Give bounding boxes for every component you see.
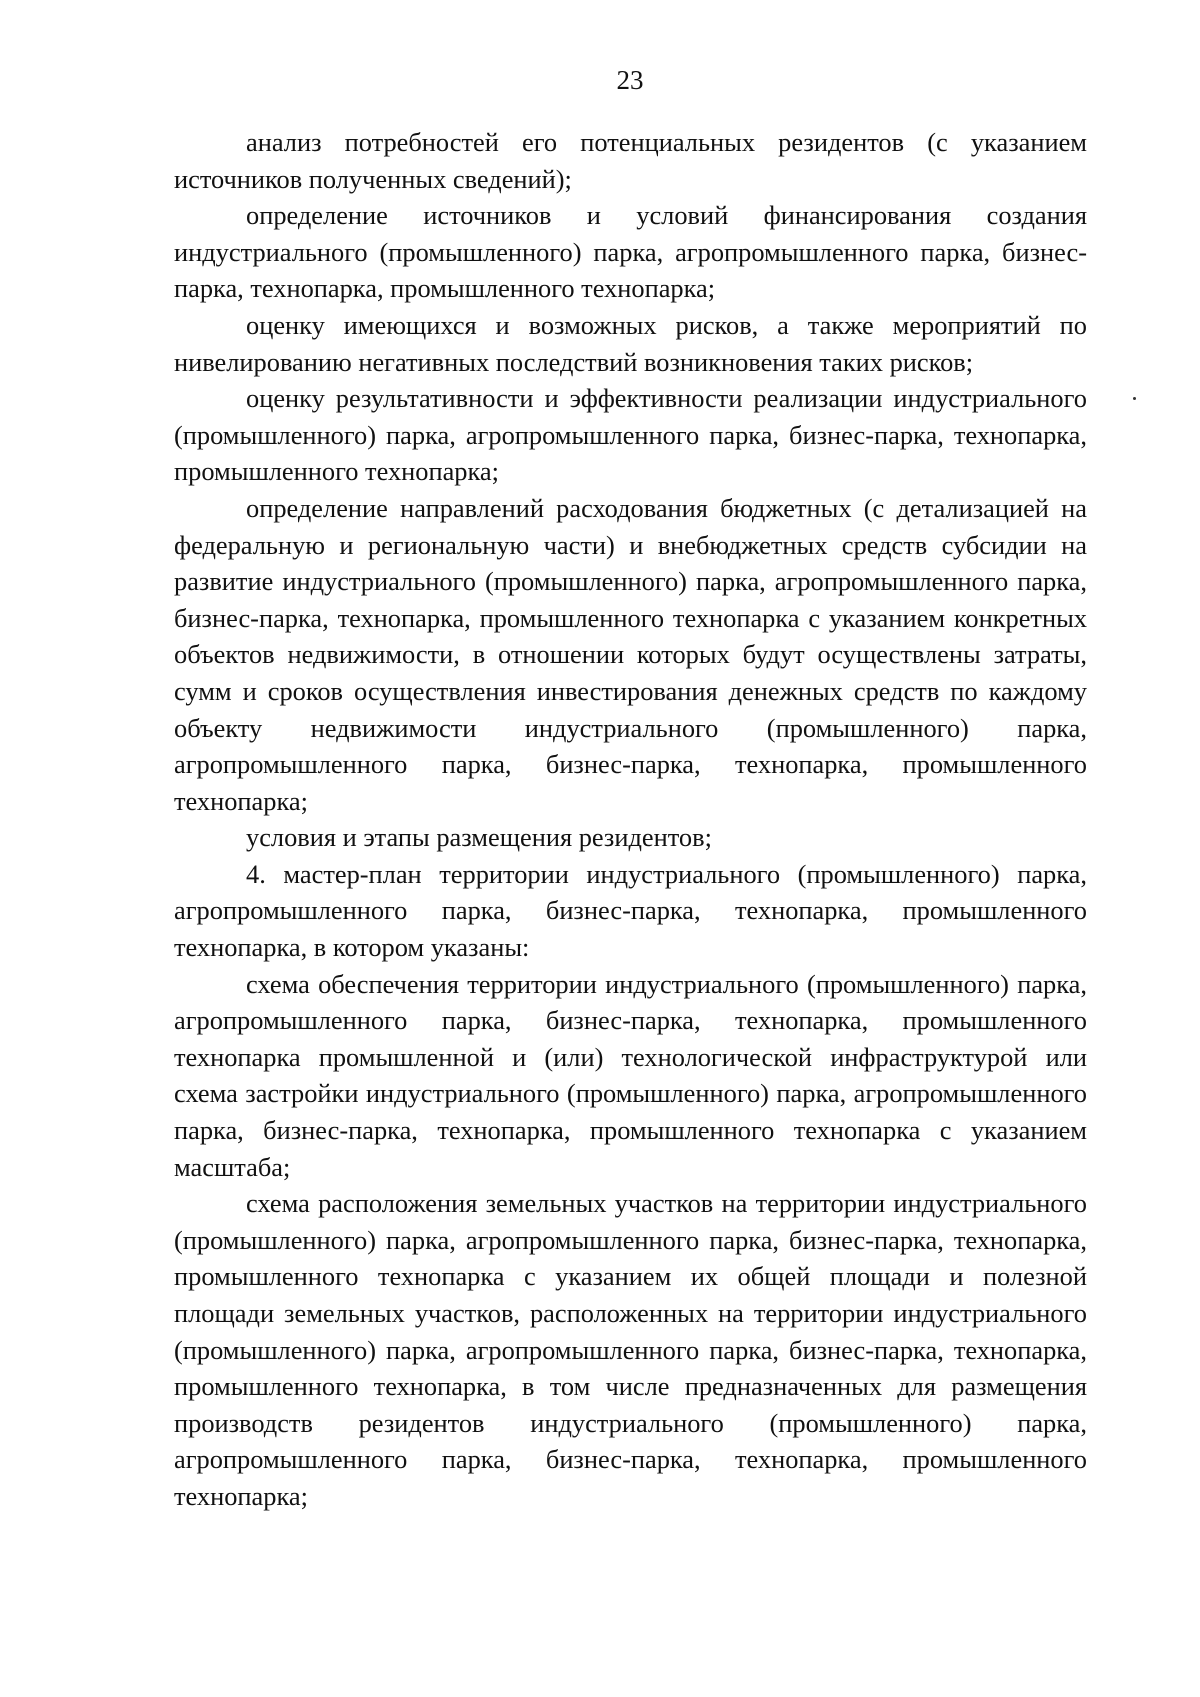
- paragraph-infrastructure-scheme: схема обеспечения территории индустриального (промышленного) парка, агропромышленного парка, бизнес-парка, технопарка, промышленного технопарка промышленной и (или) технологической инфраструктурой или схема застройки индустриального (промышленного) парка, агропромышленного парка, бизнес-парка, технопарка, промышленного технопарка с указанием масштаба;: [174, 968, 1087, 1182]
- paragraph-resident-placement: условия и этапы размещения резидентов;: [246, 822, 712, 853]
- page-number: 23: [616, 65, 644, 95]
- paragraph-master-plan: 4. мастер-план территории индустриального (промышленного) парка, агропромышленного парка, бизнес-парка, технопарка, промышленного технопарка, в котором указаны:: [174, 858, 1087, 963]
- paragraph-needs-analysis: анализ потребностей его потенциальных резидентов (с указанием источников полученных сведений);: [174, 127, 1087, 194]
- paragraph-spending-directions: определение направлений расходования бюджетных (с детализацией на федеральную и региональную части) и внебюджетных средств субсидии на развитие индустриального (промышленного) парка, агропромышленного парка, бизнес-парка, технопарка, промышленного технопарка с указанием конкретных объектов недвижимости, в отношении которых будут осуществлены затраты, сумм и сроков осуществления инвестирования денежных средств по каждому объекту недвижимости индустриального (промышленного) парка, агропромышленного парка, бизнес-парка, технопарка, промышленного технопарка;: [174, 492, 1087, 816]
- paragraph-land-plot-scheme: схема расположения земельных участков на территории индустриального (промышленного) парка, агропромышленного парка, бизнес-парка, технопарка, промышленного технопарка с указанием их общей площади и полезной площади земельных участков, расположенных на территории индустриального (промышленного) парка, агропромышленного парка, бизнес-парка, технопарка, промышленного технопарка, в том числе предназначенных для размещения производств резидентов индустриального (промышленного) парка, агропромышленного парка, бизнес-парка, технопарка, промышленного технопарка;: [174, 1188, 1087, 1511]
- document-body: [174, 124, 1087, 1515]
- scan-dot-mark: [1133, 397, 1136, 400]
- paragraph-risk-assessment: оценку имеющихся и возможных рисков, а также мероприятий по нивелированию негативных последствий возникновения таких рисков;: [174, 309, 1087, 377]
- paragraph-financing-sources: определение источников и условий финансирования создания индустриального (промышленного) парка, агропромышленного парка, бизнес-парка, технопарка, промышленного технопарка;: [174, 200, 1087, 304]
- paragraph-effectiveness-assessment: оценку результативности и эффективности реализации индустриального (промышленного) парка, агропромышленного парка, бизнес-парка, технопарка, промышленного технопарка;: [174, 383, 1087, 487]
